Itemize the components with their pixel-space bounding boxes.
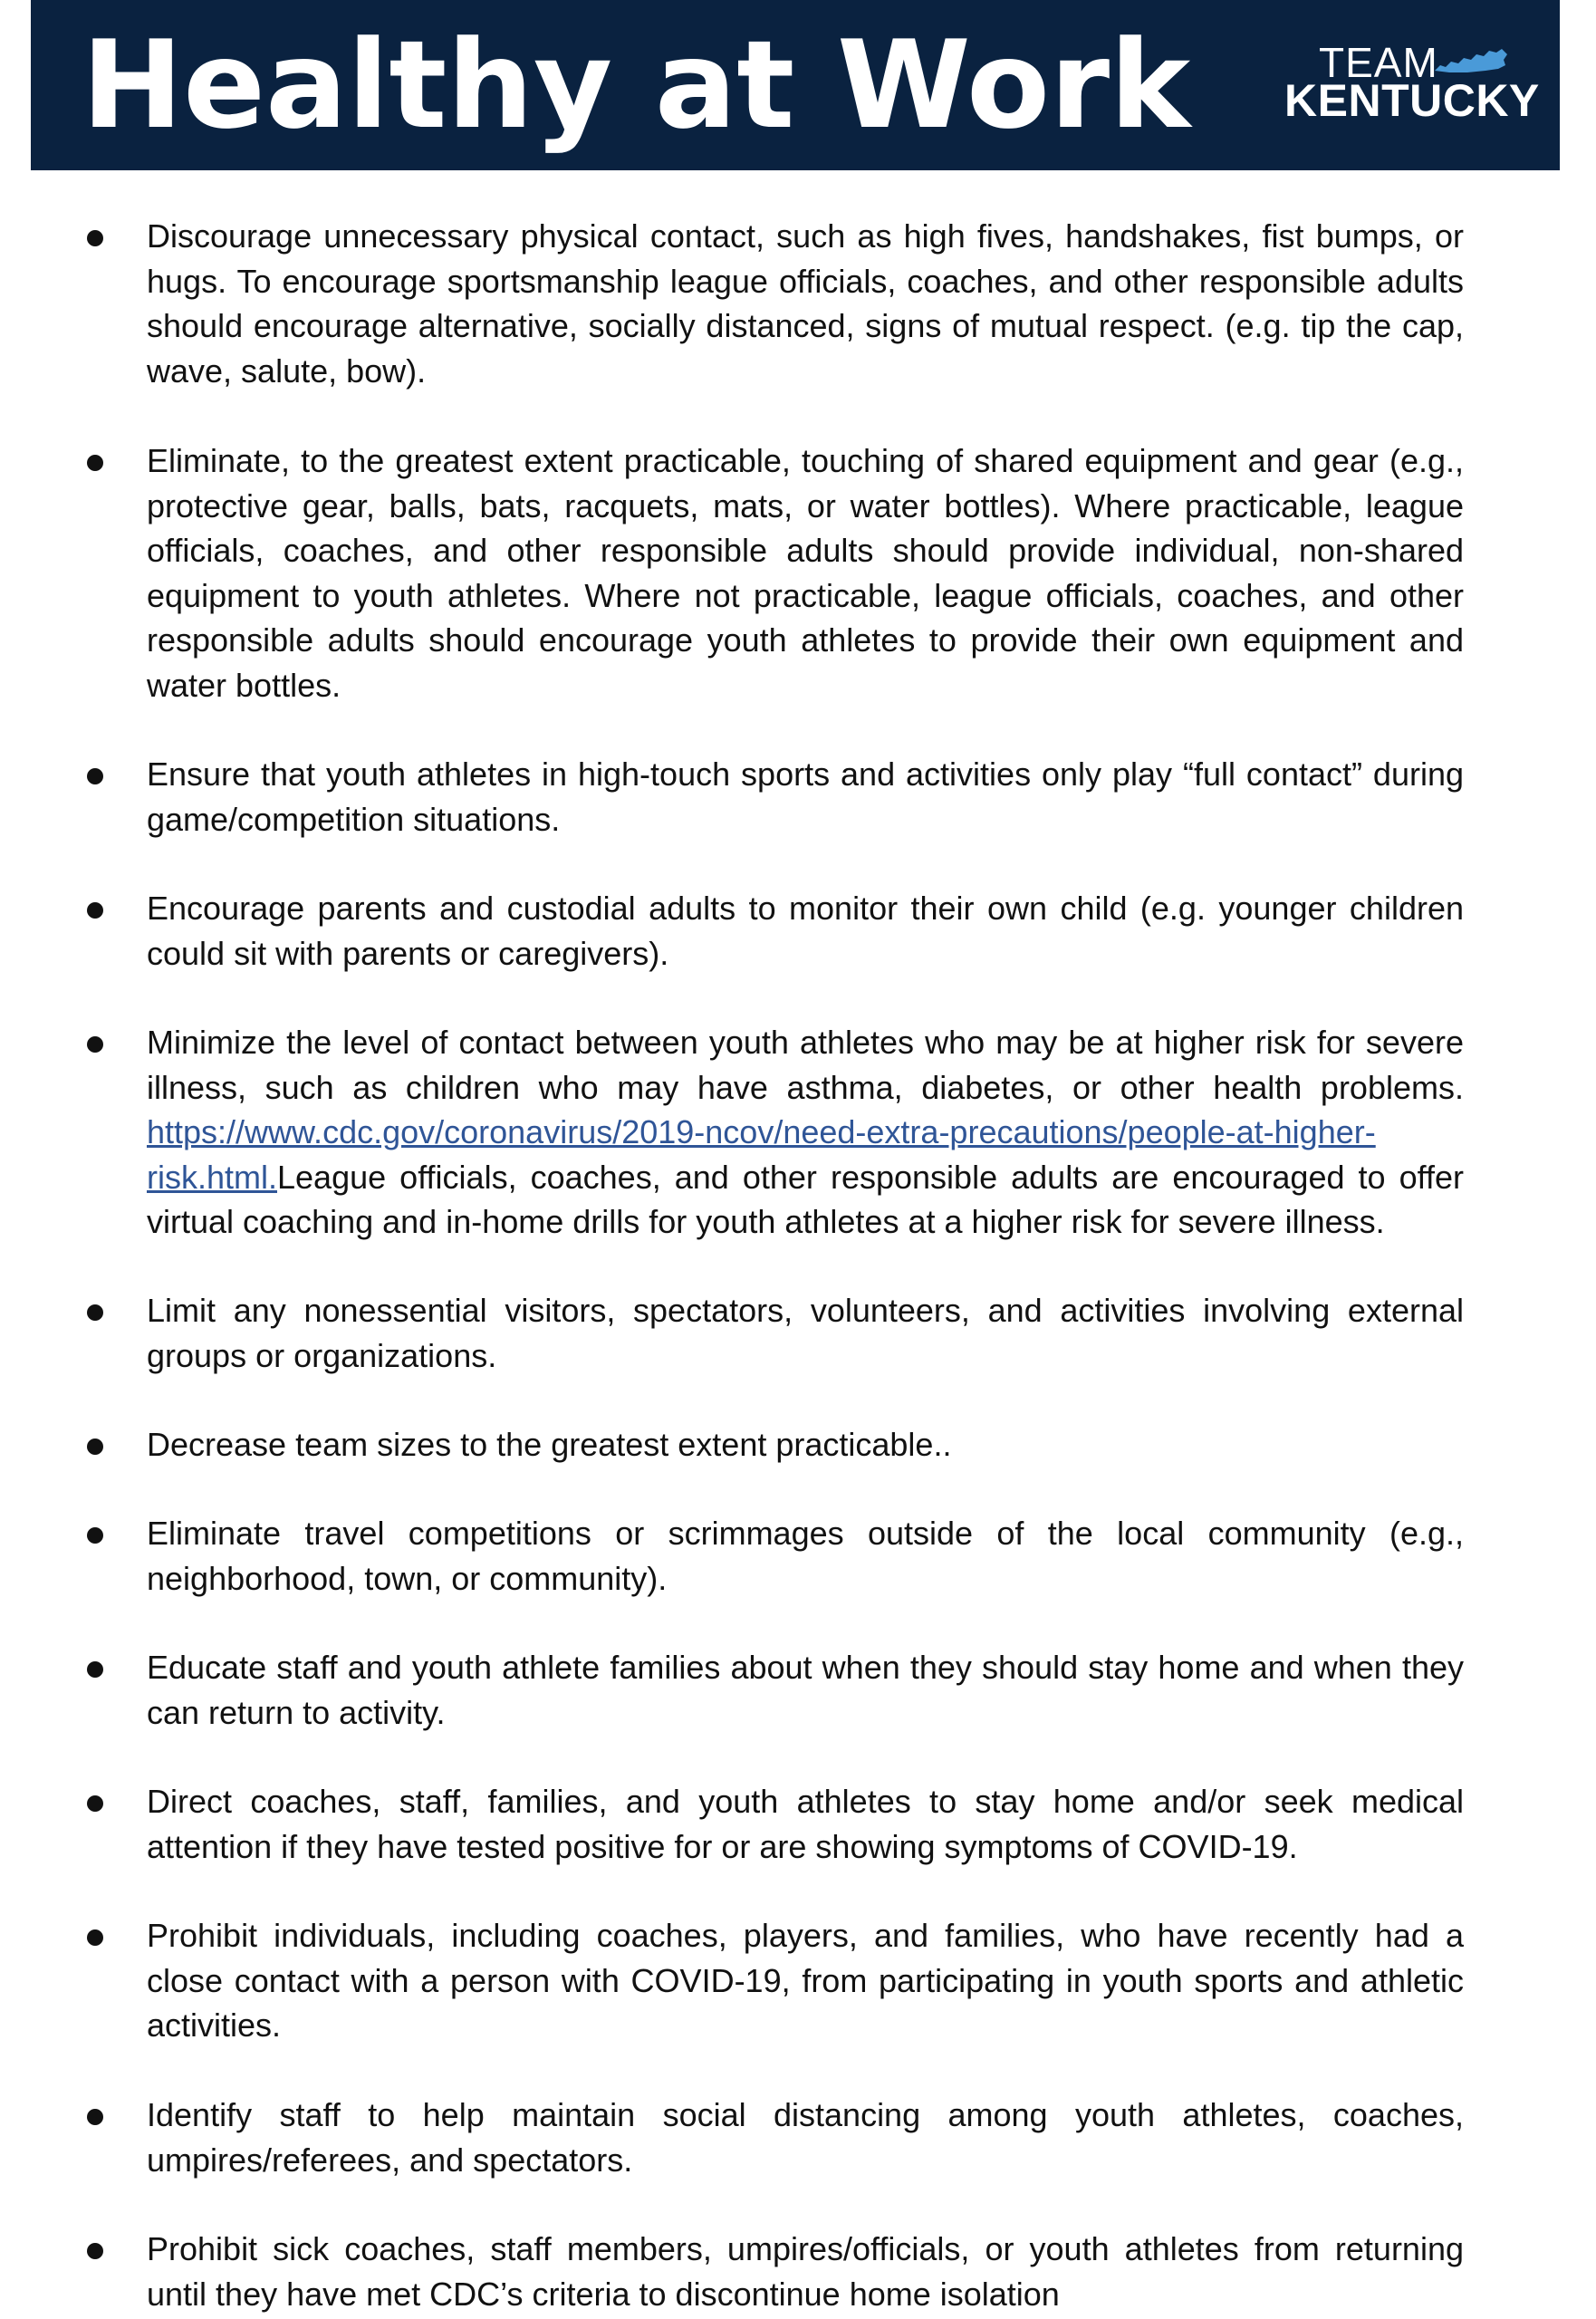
bullet-icon xyxy=(87,1036,103,1053)
list-item-text: Limit any nonessential visitors, spectators, volunteers, and activities involving external groups or organizations. xyxy=(147,1292,1464,1374)
list-item-text: Encourage parents and custodial adults to monitor their own child (e.g. younger children could sit with parents or caregivers). xyxy=(147,890,1464,972)
list-item-text: Prohibit sick coaches, staff members, umpires/officials, or youth athletes from returning until they have met CDC’s criteria to discontinue home isolation xyxy=(147,2230,1464,2313)
bullet-icon xyxy=(87,902,103,919)
logo-kentucky-text: KENTUCKY xyxy=(1284,75,1540,126)
page-title: Healthy at Work xyxy=(82,14,1191,156)
list-item-text: Decrease team sizes to the greatest extent practicable.. xyxy=(147,1426,952,1463)
bullet-icon xyxy=(87,230,103,246)
list-item-text: Identify staff to help maintain social distancing among youth athletes, coaches, umpires/referees, and spectators. xyxy=(147,2096,1464,2179)
list-item-text: Eliminate, to the greatest extent practicable, touching of shared equipment and gear (e.g., protective gear, balls, bats, racquets, mats, or water bottles). Where practicable, league officials, coaches, and other responsible adults should provide individual, non-shared equipment to youth athletes. Where not practicable, league officials, coaches, and other responsible adults should encourage youth athletes to provide their own equipment and water bottles. xyxy=(147,442,1464,704)
bullet-icon xyxy=(87,455,103,471)
team-kentucky-logo xyxy=(1263,39,1540,130)
list-item-text: Eliminate travel competitions or scrimmages outside of the local community (e.g., neighborhood, town, or community). xyxy=(147,1515,1464,1597)
list-item-text-part: Minimize the level of contact between youth athletes who may be at higher risk for severe illness, such as children who may have asthma, diabetes, or other health problems. xyxy=(147,1024,1464,1106)
bullet-icon xyxy=(87,1304,103,1321)
list-item-text: Educate staff and youth athlete families about when they should stay home and when they can return to activity. xyxy=(147,1649,1464,1731)
bullet-icon xyxy=(87,1527,103,1544)
list-item-text: Direct coaches, staff, families, and youth athletes to stay home and/or seek medical attention if they have tested positive for or are showing symptoms of COVID-19. xyxy=(147,1783,1464,1865)
list-item-text: Prohibit individuals, including coaches, players, and families, who have recently had a close contact with a person with COVID-19, from participating in youth sports and athletic activities. xyxy=(147,1917,1464,2044)
list-item-text xyxy=(147,1020,1464,1245)
list-item-text-part: League officials, coaches, and other responsible adults are encouraged to offer virtual coaching and in-home drills for youth athletes at a higher risk for severe illness. xyxy=(147,1158,1464,1240)
list-item-text: Discourage unnecessary physical contact, such as high fives, handshakes, fist bumps, or hugs. To encourage sportsmanship league officials, coaches, and other responsible adults should encourage alternative, socially distanced, signs of mutual respect. (e.g. tip the cap, wave, salute, bow). xyxy=(147,217,1464,390)
kentucky-map-icon xyxy=(1431,45,1509,76)
logo-team-text: TEAM xyxy=(1319,39,1438,86)
list-item-text: Ensure that youth athletes in high-touch sports and activities only play “full contact” during game/competition situations. xyxy=(147,755,1464,838)
bullet-icon xyxy=(87,1439,103,1455)
header-banner xyxy=(31,0,1560,170)
bullet-icon xyxy=(87,1795,103,1812)
cdc-higher-risk-link[interactable]: https://www.cdc.gov/coronavirus/2019-ncov/need-extra-precautions/people-at-higher-risk.html. xyxy=(147,1113,1376,1196)
bullet-icon xyxy=(87,2109,103,2125)
bullet-icon xyxy=(87,768,103,784)
bullet-icon xyxy=(87,1929,103,1946)
bullet-icon xyxy=(87,1661,103,1678)
bullet-icon xyxy=(87,2243,103,2259)
